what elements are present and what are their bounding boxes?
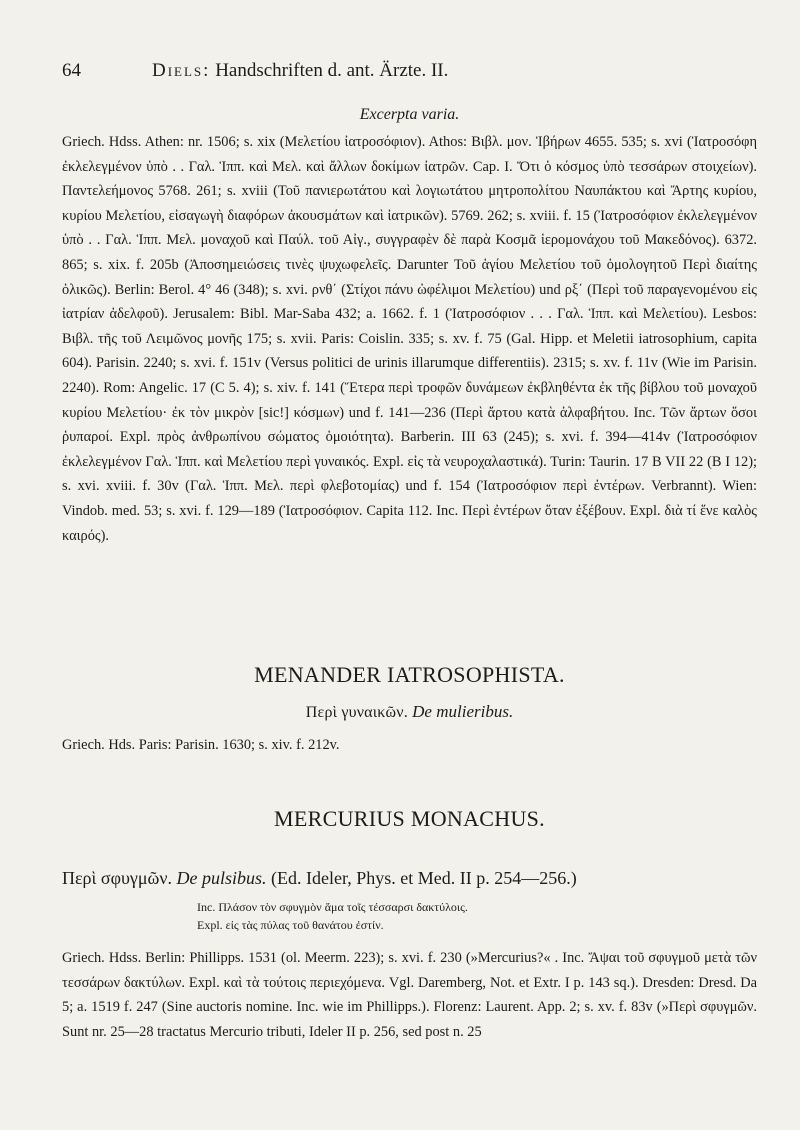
mercurius-subtitle-greek: Περὶ σφυγμῶν. [62,868,172,888]
mercurius-subtitle-latin: De pulsibus. [176,868,267,888]
running-author: Diels: [152,60,211,81]
mercurius-incipit: Inc. Πλάσον τὸν σφυγμὸν ἅμα τοῖς τέσσαρσι δακτύλοις. [197,900,468,914]
page-number: 64 [62,60,81,81]
excerpta-body [62,130,757,548]
menander-body [62,733,757,758]
mercurius-subtitle-ref: (Ed. Ideler, Phys. et Med. II p. 254—256.) [270,868,577,888]
mercurius-incipit-block [197,898,468,934]
menander-subtitle-latin: De mulieribus. [412,702,514,721]
menander-paragraph: Griech. Hds. Paris: Parisin. 1630; s. xiv. f. 212v. [62,737,340,753]
section-heading-excerpta: Excerpta varia. [359,106,460,123]
mercurius-subtitle [62,868,757,889]
menander-subtitle-greek: Περὶ γυναικῶν. [305,704,408,721]
menander-subtitle [62,702,757,722]
excerpta-paragraph: Griech. Hdss. Athen: nr. 1506; s. xix (Μελετίου ἰατροσόφιον). Athos: Βιβλ. μον. Ἰβήρων 4655. 535; s. xvi (Ἰατροσόφη ἐκλελεγμένον ὑπὸ . . Γαλ. Ἱππ. καὶ Μελ. καὶ ἄλλων δοκίμων ἰατρῶν. Cap. I. Ὅτι ὁ κόσμος ὑπὸ τεσσάρων στοιχείων). Παντελεήμονος 5768. 261; s. xviii (Τοῦ πανιερωτάτου καὶ λογιωτάτου μητροπολίτου Ναυπάκτου καὶ Ἄρτης κυρίου, κυρίου Μελετίου, εἰσαγωγὴ διαφόρων ἀκουσμάτων καὶ ἰατρικῶν). 5769. 262; s. xviii. f. 15 (Ἰατροσόφιον ἐκλελεγμένον ὑπὸ . . Γαλ. Ἱππ. Μελ. μοναχοῦ καὶ Παύλ. τοῦ Αἰγ., συγγραφὲν δὲ παρὰ Κοσμᾶ ἱερομονάχου τοῦ Μακεδόνος). 6372. 865; s. xix. f. 205b (Ἀποσημειώσεις τινὲς ψυχωφελεῖς. Darunter Τοῦ ἁγίου Μελετίου τοῦ ὁμολογητοῦ Περὶ διαίτης ὁλικῶς). Berlin: Berol. 4° 46 (348); s. xvi. ρνθ΄ (Στίχοι πάνυ ὠφέλιμοι Μελετίου) und ρξ΄ (Περὶ τοῦ παραγενομένου εἰς ἰατρίαν ἀδελφοῦ). Jerusalem: Bibl. Mar-Saba 432; a. 1662. f. 1 (Ἰατροσόφιον . . . Γαλ. Ἱππ. καὶ Μελετίου). Lesbos: Βιβλ. τῆς τοῦ Λειμῶνος μονῆς 175; s. xvii. Paris: Coislin. 335; s. xv. f. 75 (Gal. Hipp. et Meletii iatrosophium, capita 604). Parisin. 2240; s. xvi. f. 151v (Versus politici de urinis illarumque differentiis). 2315; s. xv. f. 11v (Wie im Parisin. 2240). Rom: Angelic. 17 (C 5. 4); s. xiv. f. 141 (Ἕτερα περὶ τροφῶν δυνάμεων ἐκβληθέντα ἐκ τῆς βίβλου τοῦ μοναχοῦ κυρίου Μελετίου· ἐκ τὸν μικρὸν [sic!] κόσμων) und f. 141—236 (Περὶ ἄρτου κατὰ ἀλφαβήτου. Inc. Τῶν ἄρτων ὅσοι ῥυπαροί. Expl. πρὸς ἀνθρωπίνου σώματος ὁμοιότητα). Barberin. III 63 (245); s. xvi. f. 394—414v (Ἰατροσόφιον ἐκλελεγμένον Γαλ. Ἱππ. καὶ Μελετίου περὶ γυναικός. Expl. εἰς τὰ νευροχαλαστικά). Turin: Taurin. 17 B VII 22 (B I 12); s. xvi. xviii. f. 30v (Γαλ. Ἱππ. Μελ. περὶ φλεβοτομίας) und f. 154 (Ἰατροσόφιον περὶ ἐντέρων. Verbrannt). Wien: Vindob. med. 53; s. xvi. f. 129—189 (Ἰατροσόφιον. Capita 112. Inc. Περὶ ἐντέρων ὅταν ἐξέβουν. Expl. διὰ τί ἕνε καλὸς καιρός). [62,134,757,544]
running-title [152,60,448,82]
mercurius-body [62,946,757,1044]
running-work-title: Handschriften d. ant. Ärzte. II. [215,60,449,81]
menander-heading: MENANDER IATROSOPHISTA. [254,662,565,687]
mercurius-paragraph: Griech. Hdss. Berlin: Phillipps. 1531 (ol. Meerm. 223); s. xvi. f. 230 (»Mercurius?« . Inc. Ἄψαι τοῦ σφυγμοῦ μετὰ τῶν τεσσάρων δακτύλων. Expl. καὶ τὰ τούτοις περιεχόμενα. Vgl. Daremberg, Not. et Extr. I p. 143 sq.). Dresden: Dresd. Da 5; a. 1519 f. 247 (Sine auctoris nomine. Inc. wie im Phillipps.). Florenz: Laurent. App. 2; s. xv. f. 83v (»Περὶ σφυγμῶν. Sunt nr. 25—28 tractatus Mercurio tributi, Ideler II p. 256, sed post n. 25 [62,950,757,1040]
mercurius-explicit: Expl. εἰς τὰς πύλας τοῦ θανάτου ἐστίν. [197,918,384,932]
mercurius-heading: MERCURIUS MONACHUS. [274,806,545,831]
